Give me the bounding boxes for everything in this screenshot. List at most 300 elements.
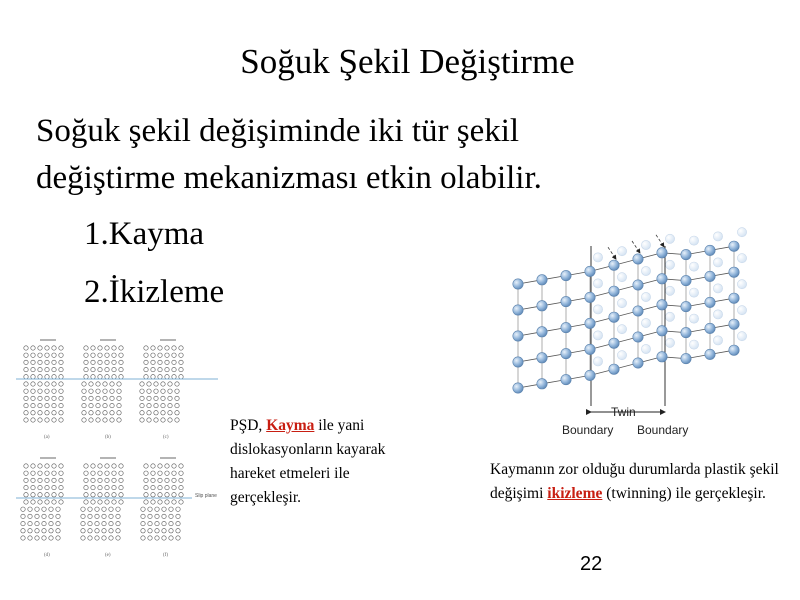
slip-atom [91, 367, 95, 371]
slip-atom [84, 375, 88, 379]
slip-atom [84, 367, 88, 371]
slip-atom [172, 375, 176, 379]
slip-atom [179, 500, 183, 504]
slip-atom [35, 536, 39, 540]
slip-atom [45, 346, 49, 350]
slip-atom [82, 411, 86, 415]
slip-atom [38, 360, 42, 364]
slip-atom [31, 360, 35, 364]
slip-panel [82, 340, 123, 422]
twin-atom-faded [689, 236, 698, 245]
twin-atom-faded [689, 340, 698, 349]
slip-atom [175, 418, 179, 422]
slip-atom [165, 367, 169, 371]
twin-shift-arrow [656, 235, 664, 247]
slip-atom [31, 485, 35, 489]
caption-twin-prefix: Kaymanın zor olduğu durumlarda plastik şekil değişimi [490, 461, 779, 502]
slip-atom [151, 367, 155, 371]
slip-atom [31, 389, 35, 393]
slip-atom [56, 521, 60, 525]
slip-atom [45, 464, 49, 468]
slip-atom [38, 403, 42, 407]
slip-atom [45, 500, 49, 504]
slip-atom [21, 536, 25, 540]
slip-atom [169, 507, 173, 511]
slip-atom [102, 514, 106, 518]
slip-atom [172, 478, 176, 482]
twin-atom-faded [737, 228, 746, 237]
slip-atom [148, 521, 152, 525]
slip-atom [109, 514, 113, 518]
page-number: 22 [580, 553, 603, 575]
slip-atom [82, 389, 86, 393]
twin-atom [513, 383, 523, 393]
twin-atom [681, 327, 691, 337]
twin-atom [729, 319, 739, 329]
slip-atom [176, 529, 180, 533]
slip-atom [31, 346, 35, 350]
slip-atom [105, 367, 109, 371]
slip-atom [119, 367, 123, 371]
slip-atom [49, 536, 53, 540]
twin-atom [537, 275, 547, 285]
twin-atom-faded [665, 312, 674, 321]
slip-atom [162, 536, 166, 540]
caption-slip [230, 414, 420, 510]
twin-shift-arrow [632, 241, 640, 253]
twin-atom [561, 296, 571, 306]
slip-atom [109, 521, 113, 525]
slip-atom [45, 493, 49, 497]
slip-atom [175, 389, 179, 393]
slip-atom [38, 367, 42, 371]
slip-atom [165, 493, 169, 497]
slip-atom [147, 382, 151, 386]
slip-atom [172, 485, 176, 489]
slip-atom [88, 529, 92, 533]
slip-atom [154, 382, 158, 386]
slip-atom [84, 346, 88, 350]
twin-atom [705, 271, 715, 281]
slip-atom [158, 346, 162, 350]
slip-atom [112, 471, 116, 475]
slip-atom [147, 411, 151, 415]
slip-atom [24, 478, 28, 482]
slip-atom [151, 471, 155, 475]
slip-atom [117, 418, 121, 422]
slip-atom [154, 389, 158, 393]
slip-atom [98, 375, 102, 379]
slip-atom [89, 389, 93, 393]
slip-atom [81, 529, 85, 533]
twin-label: Twin [611, 405, 636, 419]
slip-atom [112, 485, 116, 489]
slip-atom [144, 493, 148, 497]
slip-atom [179, 346, 183, 350]
twin-atom [657, 300, 667, 310]
slip-atom [102, 521, 106, 525]
slip-atom [31, 353, 35, 357]
caption-slip-highlight: Kayma [266, 417, 315, 434]
slip-atom [103, 411, 107, 415]
slip-atom [117, 396, 121, 400]
slip-atom [144, 485, 148, 489]
body-line-1: Soğuk şekil değişiminde iki tür şekil [36, 113, 520, 149]
slip-atom [56, 507, 60, 511]
slip-atom [91, 360, 95, 364]
slip-atom [154, 396, 158, 400]
slip-atom [81, 514, 85, 518]
slip-atom [147, 418, 151, 422]
caption-slip-prefix: PŞD, [230, 417, 267, 434]
slip-atom [24, 353, 28, 357]
twin-atom [729, 241, 739, 251]
slip-atom [59, 411, 63, 415]
twin-atom [537, 353, 547, 363]
twin-atom [585, 344, 595, 354]
slip-atom [105, 360, 109, 364]
twin-atom-faded [617, 247, 626, 256]
slip-atom [112, 493, 116, 497]
slip-atom [155, 536, 159, 540]
slip-atom [52, 478, 56, 482]
slip-atom [38, 382, 42, 386]
slip-atom [112, 375, 116, 379]
slip-atom [28, 536, 32, 540]
slip-atom [168, 411, 172, 415]
slip-atom [105, 500, 109, 504]
twin-diagram [498, 226, 760, 442]
slip-atom [179, 478, 183, 482]
slip-atom [117, 403, 121, 407]
slip-atom [148, 507, 152, 511]
slip-atom [147, 396, 151, 400]
twin-atom-faded [665, 234, 674, 243]
slip-atom [119, 353, 123, 357]
slip-atom [84, 500, 88, 504]
slip-atom [110, 418, 114, 422]
twin-atom [609, 260, 619, 270]
slip-atom [31, 382, 35, 386]
slip-atom [110, 382, 114, 386]
slip-atom [155, 507, 159, 511]
twin-atom-faded [641, 266, 650, 275]
twin-atom-faded [641, 344, 650, 353]
slip-atom [24, 485, 28, 489]
slip-atom [52, 360, 56, 364]
slip-atom [151, 353, 155, 357]
slip-atom [165, 353, 169, 357]
slip-atom [88, 536, 92, 540]
slip-atom [38, 478, 42, 482]
list-item-kayma: 1.Kayma [84, 216, 205, 252]
twin-atom [537, 379, 547, 389]
slip-atom [91, 375, 95, 379]
slip-atom [109, 507, 113, 511]
twin-atom [609, 286, 619, 296]
twin-atom [561, 270, 571, 280]
slip-atom [165, 360, 169, 364]
slip-atom [89, 396, 93, 400]
slip-atom [95, 536, 99, 540]
slip-atom [172, 493, 176, 497]
twin-atom [633, 254, 643, 264]
slip-atom [81, 507, 85, 511]
slip-panel [81, 458, 123, 540]
slip-atom [84, 471, 88, 475]
slip-atom [141, 514, 145, 518]
slip-panel [141, 458, 183, 540]
slip-atom [38, 500, 42, 504]
slip-atom [158, 500, 162, 504]
slip-atom [179, 353, 183, 357]
slip-atom [112, 346, 116, 350]
slip-atom [28, 529, 32, 533]
slip-atom [91, 346, 95, 350]
slip-atom [161, 411, 165, 415]
slip-atom [140, 403, 144, 407]
slip-atom [91, 500, 95, 504]
twin-atom-faded [689, 314, 698, 323]
slip-atom [162, 514, 166, 518]
slip-atom [35, 514, 39, 518]
slip-atom [119, 375, 123, 379]
slip-atom [119, 485, 123, 489]
twin-atom-faded [665, 260, 674, 269]
slip-atom [88, 521, 92, 525]
slip-atom [168, 396, 172, 400]
slip-atom [59, 360, 63, 364]
slip-atom [119, 471, 123, 475]
slip-atom [49, 514, 53, 518]
slip-atom [112, 478, 116, 482]
slip-atom [52, 485, 56, 489]
slip-atom [140, 396, 144, 400]
slip-atom [103, 382, 107, 386]
slip-atom [91, 485, 95, 489]
slip-atom [110, 396, 114, 400]
slip-atom [96, 418, 100, 422]
slip-atom [42, 514, 46, 518]
slip-atom [154, 418, 158, 422]
twin-atom-faded [641, 292, 650, 301]
slip-atom [179, 375, 183, 379]
slip-atom [140, 418, 144, 422]
slip-atom [84, 478, 88, 482]
slip-atom [116, 536, 120, 540]
slip-atom [35, 507, 39, 511]
slip-atom [52, 471, 56, 475]
slip-atom [59, 346, 63, 350]
slip-atom [38, 485, 42, 489]
boundary-label-left: Boundary [562, 423, 614, 437]
slip-atom [158, 493, 162, 497]
body-line-2: değiştirme mekanizması etkin olabilir. [36, 160, 542, 196]
slip-atom [42, 536, 46, 540]
slip-atom [59, 464, 63, 468]
slip-atom [56, 529, 60, 533]
slip-atom [38, 389, 42, 393]
slip-atom [45, 375, 49, 379]
twin-atom-faded [617, 325, 626, 334]
twin-atom-faded [617, 351, 626, 360]
slip-atom [89, 382, 93, 386]
slip-atom [82, 403, 86, 407]
slip-atom [95, 514, 99, 518]
slip-atom [89, 418, 93, 422]
slip-atom [169, 514, 173, 518]
slip-atom [109, 529, 113, 533]
slip-atom [59, 375, 63, 379]
twin-atom [513, 357, 523, 367]
slip-atom [59, 485, 63, 489]
slip-atom [148, 514, 152, 518]
slip-atom [21, 529, 25, 533]
slip-atom [110, 411, 114, 415]
slip-atom [24, 471, 28, 475]
slip-atom [179, 485, 183, 489]
slip-atom [56, 536, 60, 540]
slip-atom [42, 529, 46, 533]
slip-atom [59, 353, 63, 357]
slip-atom [117, 411, 121, 415]
slip-atom [98, 360, 102, 364]
slip-atom [144, 464, 148, 468]
twin-atom [657, 248, 667, 258]
slip-atom [52, 403, 56, 407]
slip-atom [110, 403, 114, 407]
slip-atom [59, 403, 63, 407]
slip-atom [31, 471, 35, 475]
twin-atom [633, 306, 643, 316]
twin-shift-arrow [608, 247, 616, 259]
slip-atom [81, 536, 85, 540]
twin-atom [513, 331, 523, 341]
slip-atom [144, 478, 148, 482]
slip-atom [176, 507, 180, 511]
slip-atom [117, 389, 121, 393]
slip-atom [179, 464, 183, 468]
slip-atom [169, 521, 173, 525]
slip-atom [49, 507, 53, 511]
slip-atom [105, 353, 109, 357]
slip-atom [175, 382, 179, 386]
slip-atom [179, 493, 183, 497]
twin-atom [513, 279, 523, 289]
slip-atom [144, 367, 148, 371]
slip-atom [158, 360, 162, 364]
slip-atom [158, 367, 162, 371]
sublabel-f: (f) [163, 553, 168, 558]
sublabel-d: (d) [44, 553, 50, 558]
twin-atom-faded [665, 338, 674, 347]
slip-atom [103, 418, 107, 422]
slip-atom [21, 507, 25, 511]
slip-atom [172, 464, 176, 468]
slip-atom [81, 521, 85, 525]
slip-atom [172, 353, 176, 357]
slip-atom [52, 396, 56, 400]
slip-atom [165, 471, 169, 475]
twin-atom-faded [689, 262, 698, 271]
slip-atom [52, 493, 56, 497]
slip-atom [31, 403, 35, 407]
slip-atom [24, 418, 28, 422]
slip-atom [82, 382, 86, 386]
twin-atom [657, 326, 667, 336]
twin-atom [585, 370, 595, 380]
slip-atom [31, 396, 35, 400]
slip-atom [45, 471, 49, 475]
slip-atom [89, 411, 93, 415]
twin-atom [513, 305, 523, 315]
slip-atom [155, 521, 159, 525]
twin-atom [585, 266, 595, 276]
slip-atom [38, 353, 42, 357]
boundary-label-right: Boundary [637, 423, 689, 437]
twin-atom [633, 332, 643, 342]
twin-atom [681, 249, 691, 259]
slip-atom [96, 396, 100, 400]
slip-atom [141, 521, 145, 525]
slip-atom [119, 478, 123, 482]
slip-atom [158, 464, 162, 468]
slip-atom [59, 471, 63, 475]
slip-atom [38, 411, 42, 415]
slip-atom [91, 493, 95, 497]
slip-atom [172, 360, 176, 364]
twin-atom-faded [617, 299, 626, 308]
twin-atom [705, 323, 715, 333]
slip-atom [151, 346, 155, 350]
twin-atom [681, 275, 691, 285]
caption-twin-suffix: (twinning) ile gerçekleşir. [602, 485, 766, 502]
slip-atom [105, 464, 109, 468]
twin-atom [729, 345, 739, 355]
slip-atom [59, 500, 63, 504]
slip-atom [98, 367, 102, 371]
slip-atom [98, 353, 102, 357]
twin-atom-faded [593, 279, 602, 288]
twin-atom-faded [713, 232, 722, 241]
slip-panel [140, 340, 183, 422]
slip-atom [165, 375, 169, 379]
slip-atom [110, 389, 114, 393]
slip-atom [141, 536, 145, 540]
slip-atom [161, 403, 165, 407]
caption-slip-suffix: ile yani dislokasyonların kayarak hareket etmeleri ile gerçekleşir. [230, 417, 386, 506]
slip-atom [95, 507, 99, 511]
slip-atom [165, 464, 169, 468]
slip-atom [84, 493, 88, 497]
slip-atom [91, 464, 95, 468]
slip-atom [52, 418, 56, 422]
slip-atom [96, 382, 100, 386]
slip-atom [144, 500, 148, 504]
slip-atom [21, 514, 25, 518]
slip-atom [35, 529, 39, 533]
slip-atom [24, 403, 28, 407]
slip-atom [45, 418, 49, 422]
twin-atom-faded [593, 253, 602, 262]
slip-atom [119, 346, 123, 350]
slip-atom [31, 464, 35, 468]
slip-atom [103, 403, 107, 407]
slip-atom [148, 529, 152, 533]
slip-atom [175, 396, 179, 400]
slip-atom [24, 346, 28, 350]
sublabel-a: (a) [44, 435, 50, 440]
